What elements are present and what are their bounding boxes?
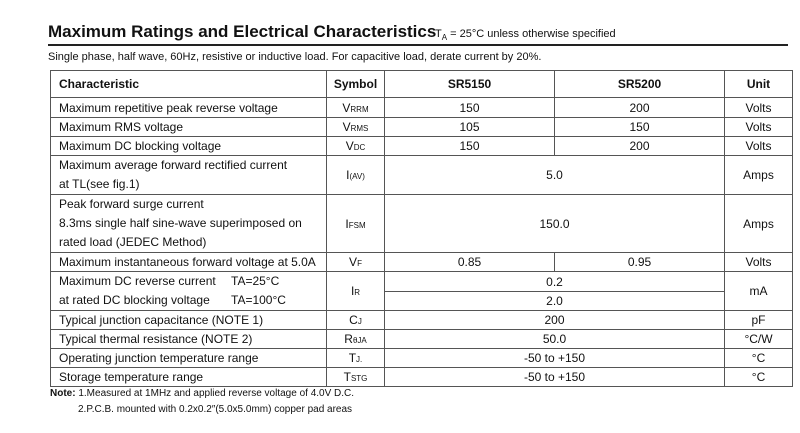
- unit-cell: °C/W: [725, 330, 793, 349]
- table-row-ir: [51, 272, 793, 311]
- header-sr5150: SR5150: [385, 71, 555, 98]
- symbol-cell: [327, 156, 385, 195]
- value-merged: -50 to +150: [385, 368, 725, 387]
- note-1-text: 1.Measured at 1MHz and applied reverse voltage of 4.0V D.C.: [78, 388, 355, 399]
- value-merged: 50.0: [385, 330, 725, 349]
- symbol-sub: DC: [353, 143, 366, 152]
- symbol-letter: R: [344, 332, 353, 346]
- symbol-cell: [327, 98, 385, 118]
- table-row-ifsm: [51, 195, 793, 253]
- value-merged: 200: [385, 311, 725, 330]
- char-line-2: at TL(see fig.1): [59, 177, 140, 191]
- char-line-2: at rated DC blocking voltage: [59, 293, 210, 307]
- char-label: Storage temperature range: [51, 368, 327, 387]
- table-row-vrms: [51, 118, 793, 137]
- symbol-cell: [327, 253, 385, 272]
- unit-cell: °C: [725, 349, 793, 368]
- table-row-cj: [51, 311, 793, 330]
- value-sr5150: 150: [385, 137, 555, 156]
- page-title: Maximum Ratings and Electrical Characteristics: [48, 22, 437, 41]
- char-label: Operating junction temperature range: [51, 349, 327, 368]
- unit-cell: Volts: [725, 137, 793, 156]
- condition-text: = 25°C unless otherwise specified: [447, 28, 616, 40]
- value-sr5200: 200: [555, 137, 725, 156]
- symbol-letter: T: [343, 370, 351, 384]
- table-row-rja: [51, 330, 793, 349]
- symbol-letter: V: [349, 255, 358, 269]
- symbol-letter: V: [342, 100, 351, 115]
- symbol-sub: R: [354, 288, 361, 297]
- unit-cell: Amps: [725, 195, 793, 253]
- symbol-letter: V: [345, 139, 354, 153]
- symbol-sub: RMS: [350, 124, 369, 133]
- symbol-cell: [327, 311, 385, 330]
- char-line-1: Peak forward surge current: [59, 197, 204, 211]
- unit-cell: Volts: [725, 98, 793, 118]
- header-symbol: Symbol: [327, 71, 385, 98]
- symbol-letter: I: [350, 284, 355, 298]
- char-label: [51, 156, 327, 195]
- symbol-cell: [327, 368, 385, 387]
- note-1: [50, 388, 354, 399]
- symbol-sub: RRM: [350, 104, 369, 114]
- value-merged: 5.0: [385, 156, 725, 195]
- symbol-sub: STG: [350, 374, 368, 383]
- char-line-2: 8.3ms single half sine-wave superimposed on: [59, 216, 302, 230]
- char-label: [51, 272, 327, 311]
- unit-cell: pF: [725, 311, 793, 330]
- ratings-table: [50, 70, 793, 387]
- char-label: Typical thermal resistance (NOTE 2): [51, 330, 327, 349]
- table-row-vf: [51, 253, 793, 272]
- char-label: Maximum RMS voltage: [51, 118, 327, 137]
- value-100c: 2.0: [385, 291, 724, 310]
- symbol-cell: [327, 195, 385, 253]
- value-sr5150: 105: [385, 118, 555, 137]
- symbol-sub: J.: [356, 355, 363, 364]
- value-sr5200: 0.95: [555, 253, 725, 272]
- symbol-sub: (AV): [349, 172, 365, 181]
- symbol-cell: [327, 118, 385, 137]
- char-label: Maximum instantaneous forward voltage at 5.0A: [51, 253, 327, 272]
- symbol-letter: C: [349, 313, 358, 327]
- subtitle: Single phase, half wave, 60Hz, resistive or inductive load. For capacitive load, derate current by 20%.: [48, 51, 542, 63]
- value-sr5200: 150: [555, 118, 725, 137]
- value-sr5200: 200: [555, 98, 725, 118]
- char-line-3: rated load (JEDEC Method): [59, 235, 207, 249]
- value-merged: 150.0: [385, 195, 725, 253]
- value-merged: -50 to +150: [385, 349, 725, 368]
- title-row: [48, 20, 788, 46]
- symbol-cell: [327, 349, 385, 368]
- unit-cell: mA: [725, 272, 793, 311]
- condition-subscript: A: [441, 33, 448, 43]
- char-label: Maximum DC blocking voltage: [51, 137, 327, 156]
- symbol-letter: I: [346, 168, 350, 182]
- header-sr5200: SR5200: [555, 71, 725, 98]
- symbol-cell: [327, 137, 385, 156]
- unit-cell: Amps: [725, 156, 793, 195]
- condition-100c: TA=100°C: [231, 293, 286, 307]
- symbol-letter: I: [345, 216, 349, 231]
- char-line-1: Maximum average forward rectified current: [59, 158, 288, 172]
- symbol-sub: FSM: [348, 220, 366, 230]
- unit-cell: Volts: [725, 118, 793, 137]
- value-25c: 0.2: [546, 274, 563, 289]
- unit-cell: °C: [725, 368, 793, 387]
- condition-note: [435, 28, 616, 42]
- symbol-sub: F: [357, 259, 362, 268]
- note-label: Note:: [50, 388, 76, 399]
- header-unit: Unit: [725, 71, 793, 98]
- char-label: Typical junction capacitance (NOTE 1): [51, 311, 327, 330]
- header-characteristic: Characteristic: [51, 71, 327, 98]
- note-2: 2.P.C.B. mounted with 0.2x0.2″(5.0x5.0mm) copper pad areas: [78, 404, 353, 415]
- unit-cell: Volts: [725, 253, 793, 272]
- table-row-vdc: [51, 137, 793, 156]
- char-label: Maximum repetitive peak reverse voltage: [51, 98, 327, 118]
- value-merged: [385, 272, 725, 311]
- symbol-sub: θJA: [352, 336, 367, 345]
- symbol-cell: [327, 272, 385, 311]
- value-sr5150: 0.85: [385, 253, 555, 272]
- table-row-vrrm: [51, 98, 793, 118]
- condition-25c: TA=25°C: [231, 274, 280, 288]
- value-sr5150: 150: [385, 98, 555, 118]
- table-row-tj: [51, 349, 793, 368]
- table-row-tstg: [51, 368, 793, 387]
- symbol-cell: [327, 330, 385, 349]
- condition-symbol: T: [435, 28, 442, 40]
- table-row-iav: [51, 156, 793, 195]
- symbol-letter: T: [348, 351, 357, 365]
- table-header-row: [51, 71, 793, 98]
- symbol-sub: J: [357, 317, 362, 326]
- symbol-letter: V: [342, 120, 351, 134]
- char-label: [51, 195, 327, 253]
- char-line-1: Maximum DC reverse current: [59, 274, 216, 288]
